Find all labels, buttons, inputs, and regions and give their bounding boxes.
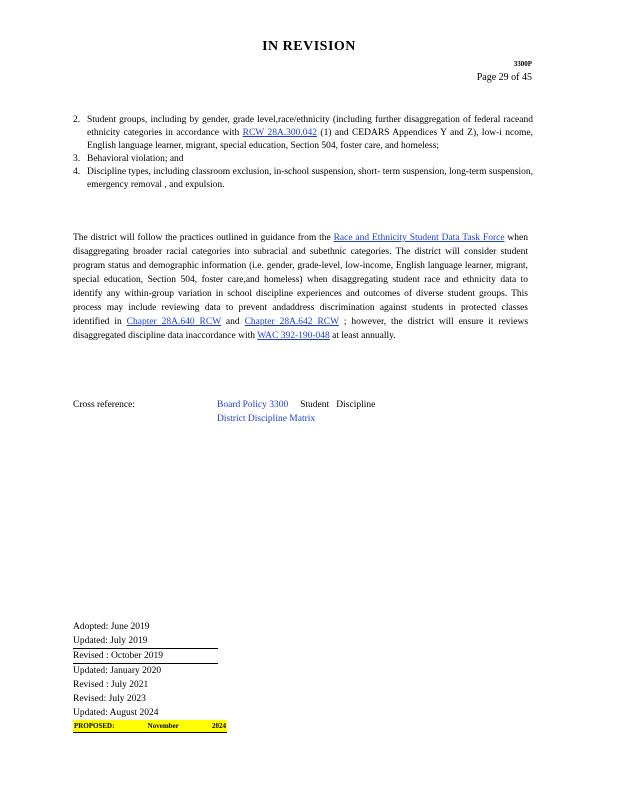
history-line: Updated: August 2024 — [73, 708, 159, 718]
cross-reference-text: Student Discipline — [288, 400, 376, 410]
cross-reference-list — [217, 398, 517, 426]
cross-reference-line — [217, 412, 517, 426]
list-number: 4. — [73, 167, 81, 177]
wac-392-190-048-link[interactable]: WAC 392-190-048 — [257, 331, 330, 341]
numbered-list — [73, 114, 533, 192]
list-item — [73, 114, 533, 153]
revision-history — [73, 620, 227, 733]
list-number: 3. — [73, 154, 81, 164]
list-text-part: Student groups, including by gender, grade level,race/ethnicity (including further disaggregation of federal raceand ethnicity categories in accordance with — [87, 115, 533, 138]
list-text: Behavioral violation; and — [87, 154, 184, 164]
proposed-label: PROPOSED: — [74, 722, 115, 730]
chapter-28a-640-link[interactable]: Chapter 28A.640 RCW — [126, 317, 222, 327]
history-line: Adopted: June 2019 — [73, 622, 150, 632]
page-number: Page 29 of 45 — [476, 72, 532, 83]
proposed-year: 2024 — [212, 722, 226, 730]
page-title: IN REVISION — [262, 39, 356, 54]
history-line: Updated: July 2019 — [73, 634, 218, 649]
list-text — [87, 114, 533, 153]
paragraph-text: The district will follow the practices outlined in guidance from the — [73, 233, 334, 243]
history-line: Revised: July 2023 — [73, 694, 146, 704]
history-line: Revised : July 2021 — [73, 680, 149, 690]
paragraph-text: at least annually. — [329, 331, 396, 341]
paragraph-text: when disaggregating broader racial categories into subracial and subethnic categories. The district will consider student program status and demographic information (i.e. gender, grade-level, low-income, English language learner, migrant, special education, Section 504, foster care,and homeless) when disaggregating student race and ethnicity data to identify any within-group variation in school discipline experiences and outcomes of diverse student groups. This process may include reviewing data to prevent andaddress discrimination against students in protected classes identified in — [73, 233, 528, 327]
cross-reference-label: Cross reference: — [73, 400, 135, 410]
history-line: Updated: January 2020 — [73, 666, 162, 676]
cross-reference-line — [217, 398, 517, 412]
proposed-highlight — [73, 720, 227, 733]
chapter-28a-642-link[interactable]: Chapter 28A.642 RCW — [244, 317, 339, 327]
policy-code: 3300P — [513, 60, 532, 68]
list-number: 2. — [73, 115, 81, 125]
paragraph-text: and — [221, 317, 245, 327]
list-item — [73, 166, 533, 192]
history-line: Revised : October 2019 — [73, 649, 218, 664]
list-item — [73, 153, 533, 166]
paragraph-text: ; however, the district will ensure it reviews disaggregated discipline data inaccordance with — [73, 317, 529, 341]
board-policy-link[interactable]: Board Policy 3300 — [217, 400, 289, 410]
rcw-28a-300-042-link[interactable]: RCW 28A.300.042 — [242, 128, 318, 138]
task-force-link[interactable]: Race and Ethnicity Student Data Task Force — [333, 233, 505, 243]
discipline-matrix-link[interactable]: District Discipline Matrix — [217, 414, 316, 424]
list-text: Discipline types, including classroom exclusion, in-school suspension, short- term suspension, long-term suspension, emergency removal , and expulsion. — [87, 167, 533, 190]
proposed-month: November — [147, 722, 179, 730]
body-paragraph — [73, 231, 528, 343]
list-text-part: (1) and CEDARS Appendices Y and Z), low-i ncome, English language learner, migrant, special education, Section 504, foster care, and homeless; — [87, 128, 533, 151]
